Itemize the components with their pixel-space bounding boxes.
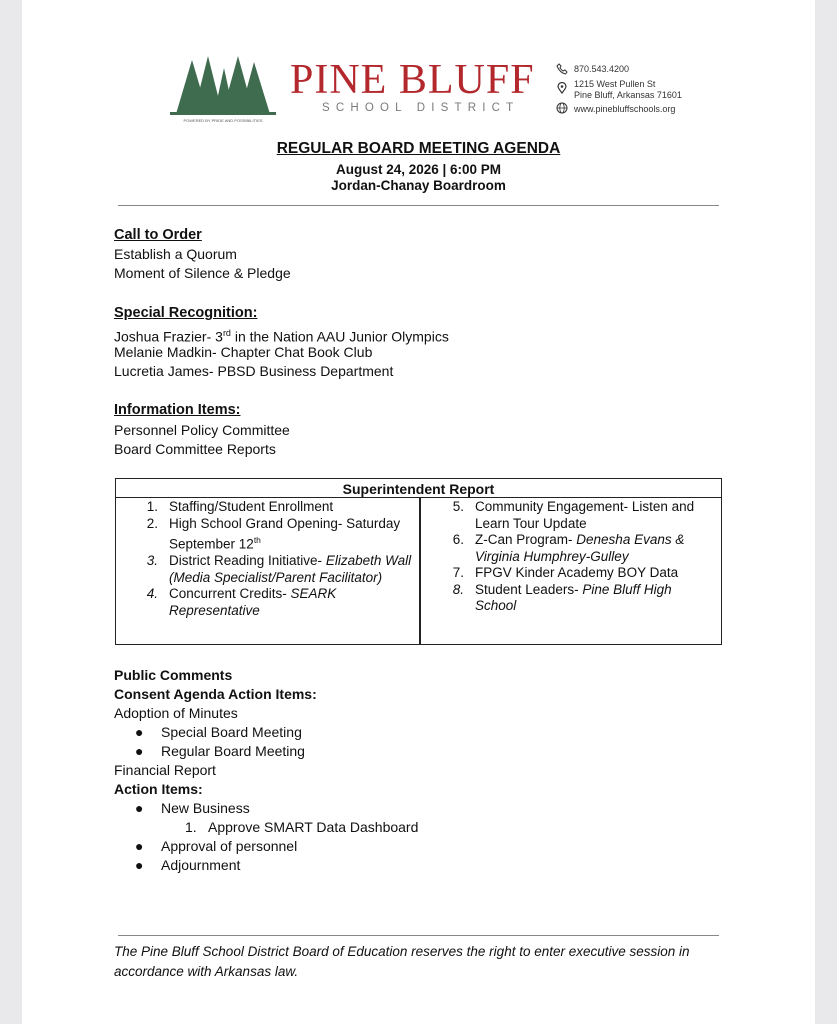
bullet-icon: ● — [135, 838, 144, 854]
bullet-icon: ● — [135, 857, 144, 873]
table-column-divider — [419, 497, 421, 644]
financial-report: Financial Report — [114, 762, 216, 778]
call-to-order-item: Establish a Quorum — [114, 246, 237, 262]
information-items-heading: Information Items: — [114, 402, 241, 418]
bullet-icon: ● — [135, 800, 144, 816]
address-line-2: Pine Bluff, Arkansas 71601 — [574, 90, 682, 100]
report-item: 3. District Reading Initiative- Elizabeth Wall (Media Specialist/Parent Facilitator) — [146, 553, 412, 585]
information-item: Board Committee Reports — [114, 441, 276, 457]
report-item: 5. Community Engagement- Listen and Learn Tour Update — [452, 499, 695, 531]
bullet-icon: ● — [135, 743, 144, 759]
recognition-item: Melanie Madkin- Chapter Chat Book Club — [114, 344, 373, 360]
pine-trees-logo-icon — [170, 54, 276, 120]
report-right-column — [434, 499, 714, 615]
location-pin-icon — [556, 82, 568, 94]
header-divider — [118, 205, 719, 206]
brand-tagline: POWERED BY PRIDE AND POSSIBILITIES — [183, 118, 263, 123]
adoption-of-minutes: Adoption of Minutes — [114, 705, 238, 721]
document-page — [22, 0, 815, 1024]
adjournment-item: Adjournment — [161, 857, 241, 873]
new-business-item: New Business — [161, 800, 250, 816]
public-comments-heading: Public Comments — [114, 667, 233, 683]
brand-subtitle: SCHOOL DISTRICT — [322, 102, 520, 114]
report-item: 8. Student Leaders- Pine Bluff High School — [452, 581, 672, 613]
bullet-icon: ● — [135, 724, 144, 740]
recognition-item: Joshua Frazier- 3rd in the Nation AAU Junior Olympics — [114, 328, 449, 345]
footer-divider — [118, 935, 719, 936]
personnel-item: Approval of personnel — [161, 838, 298, 854]
special-recognition-heading: Special Recognition: — [114, 305, 258, 321]
brand-name: PINE BLUFF — [290, 57, 535, 103]
report-item: 1. Staffing/Student Enrollment — [146, 499, 334, 514]
meeting-location: Jordan-Chanay Boardroom — [331, 178, 506, 193]
report-item: 2. High School Grand Opening- Saturday September 12th — [146, 515, 401, 552]
call-to-order-item: Moment of Silence & Pledge — [114, 265, 291, 281]
report-left-column — [128, 499, 413, 619]
minutes-item: Special Board Meeting — [161, 724, 302, 740]
footnote: The Pine Bluff School District Board of Education reserves the right to enter executive session in accordance with Arkansas law. — [114, 944, 690, 979]
consent-agenda-heading: Consent Agenda Action Items: — [114, 686, 317, 702]
report-item: 6. Z-Can Program- Denesha Evans & Virginia Humphrey-Gulley — [452, 532, 685, 564]
superintendent-report-heading: Superintendent Report — [116, 479, 721, 498]
sub-item-number: 1. — [185, 819, 197, 835]
globe-icon — [556, 102, 568, 114]
minutes-item: Regular Board Meeting — [161, 743, 305, 759]
call-to-order-heading: Call to Order — [114, 227, 202, 243]
smart-dashboard-item: Approve SMART Data Dashboard — [208, 819, 419, 835]
information-item: Personnel Policy Committee — [114, 422, 290, 438]
superintendent-report-table — [115, 478, 722, 645]
agenda-title: REGULAR BOARD MEETING AGENDA — [276, 140, 561, 157]
phone-number: 870.543.4200 — [574, 64, 630, 74]
meeting-date: August 24, 2026 | 6:00 PM — [335, 162, 502, 177]
address-line-1: 1215 West Pullen St — [574, 79, 656, 89]
recognition-item: Lucretia James- PBSD Business Department — [114, 363, 394, 379]
report-item: 7. FPGV Kinder Academy BOY Data — [452, 565, 679, 580]
action-items-heading: Action Items: — [114, 781, 203, 797]
report-item: 4. Concurrent Credits- SEARK Representative — [146, 586, 337, 618]
website-link[interactable]: www.pinebluffschools.org — [574, 104, 676, 114]
phone-icon — [556, 63, 568, 75]
